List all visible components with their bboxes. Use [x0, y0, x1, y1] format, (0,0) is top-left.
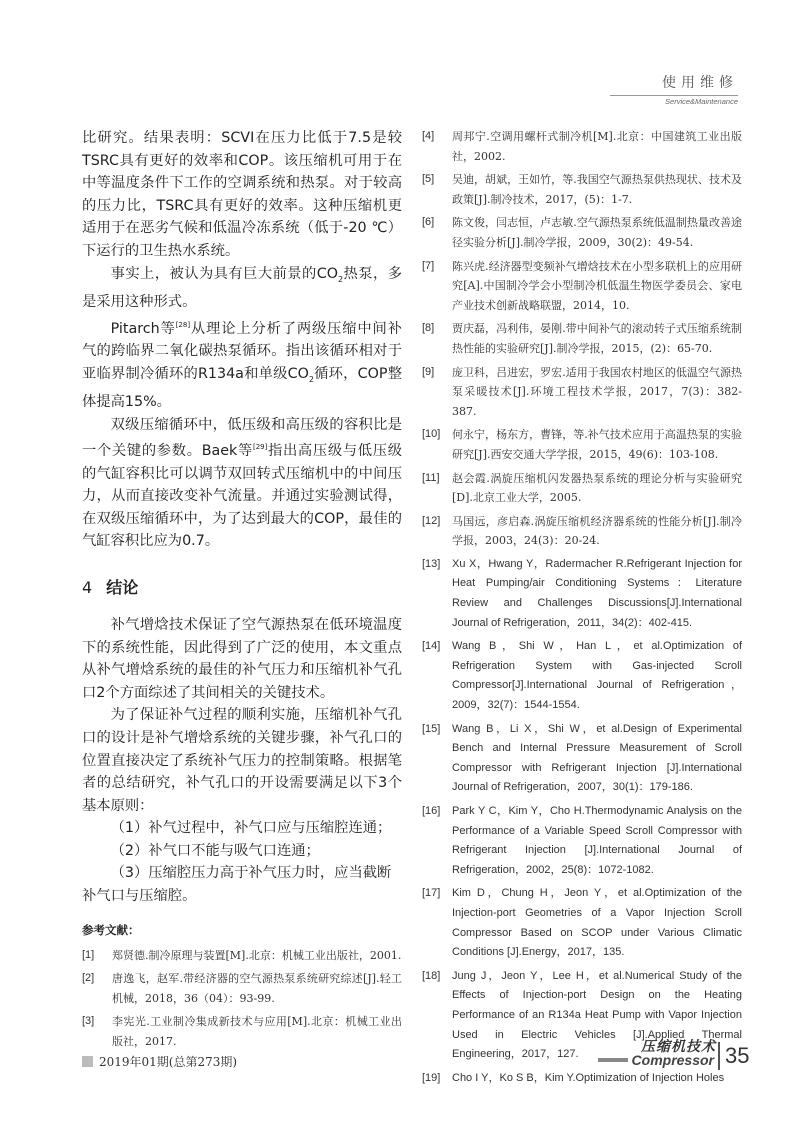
reference-index: [19]: [422, 1071, 441, 1084]
reference-index: [12]: [422, 514, 441, 527]
reference-index: [6]: [422, 216, 435, 229]
reference-item: [422, 170, 742, 209]
reference-text: 郑贤德.制冷原理与装置[M].北京：机械工业出版社，2001.: [112, 948, 402, 962]
principle-3: （3）压缩腔压力高于补气压力时，应当截断: [110, 865, 392, 882]
page-number: 35: [718, 1042, 749, 1070]
paragraph-6: 为了保证补气过程的顺利实施，压缩机补气孔口的设计是补气增焓系统的关键步骤，补气孔口的位置直接决定了系统补气压力的控制策略。根据笔者的总结研究，补气孔口的开设需要满足以下3个基本原则：: [82, 707, 402, 814]
reference-text: 陈文俊，闫志恒，卢志敏.空气源热泵系统低温制热量改善途径实验分析[J].制冷学报，2009，30(2)：49-54.: [452, 216, 742, 249]
reference-index: [13]: [422, 557, 441, 570]
reference-index: [2]: [82, 972, 95, 985]
reference-item: [422, 127, 742, 166]
paragraph-2: 事实上，被认为具有巨大前景的$CO_2$热泵，多是采用这种形式。: [82, 265, 402, 311]
issue-text: 2019年01期(总第273期): [99, 1055, 238, 1069]
reference-index: [15]: [422, 722, 441, 735]
square-marker-icon: [82, 1056, 93, 1067]
references-list-right: [422, 127, 742, 1088]
reference-text: 陈兴虎.经济器型变频补气增焓技术在小型多联机上的应用研究[A].中国制冷学会小型制冷机低温生物医学委员会、家电产业技术创新战略联盟，2014，10.: [452, 259, 742, 312]
reference-index: [10]: [422, 428, 441, 441]
references-list-left: [82, 946, 402, 1052]
logo-text-zh: 压缩机技术: [641, 1039, 716, 1055]
reference-item: [422, 512, 742, 551]
logo-bar-icon: [598, 1058, 628, 1062]
reference-item: [422, 884, 742, 962]
reference-item: [422, 802, 742, 880]
reference-index: [4]: [422, 130, 435, 142]
paragraph-3: Pitarch等[28]从理论上分析了两级压缩中间补气的跨临界二氧化碳热泵循环。指出该循环相对于亚临界制冷循环的R134a和单级$CO_2$循环，COP整体提高15%。: [82, 320, 403, 411]
paragraph-4: 双级压缩循环中，低压级和高压级的容积比是一个关键的参数。Baek等[29]指出高压级与低压级的气缸容积比可以调节双回转式压缩机中的中间压力，从而直接改变补气流量。并通过实验测试得，在双级压缩循环中，为了达到最大的COP，最佳的气缸容积比应为0.7。: [82, 416, 402, 550]
reference-item: [422, 213, 742, 252]
reference-text: Wang B，Li X，Shi W，et al.Design of Experimental Bench and Internal Pressure Measurement of Scroll Compressor with Refrigerant Injection [J].International Journal of Refrigeration，2007，30(1)：179-186.: [452, 722, 742, 794]
reference-item: [422, 637, 742, 715]
reference-text: Jung J，Jeon Y，Lee H，et al.Numerical Study of the Effects of Injection-port Design on the Heating Performance of an R134a Heat Pump with Vapor Injection Used in Electric Vehicles [J].Applied Thermal Engineering，2017，127.: [452, 969, 742, 1061]
paragraph-1: 比研究。结果表明：SCVI在压力比低于7.5是较TSRC具有更好的效率和COP。该压缩机可用于在中等温度条件下工作的空调系统和热泵。对于较高的压力比，TSRC具有更好的效率。这种压缩机更适用于在恶劣气候和低温冷冻系统（低于-20 ℃）下运行的卫生热水系统。: [82, 130, 402, 259]
reference-item: [422, 469, 742, 508]
section-heading: [82, 575, 402, 598]
reference-index: [8]: [422, 322, 435, 335]
reference-text: 何永宁，杨东方，曹锋，等.补气技术应用于高温热泵的实验研究[J].西安交通大学学报，2015，49(6)：103-108.: [452, 428, 742, 461]
section-title: 结论: [106, 577, 139, 597]
reference-text: Park Y C，Kim Y，Cho H.Thermodynamic Analysis on the Performance of a Variable Speed Scroll Compressor with Refrigerant Injection [J].International Journal of Refrigeration，2002，25(8)：1072-1082.: [452, 805, 742, 876]
reference-index: [5]: [422, 173, 435, 186]
reference-item: [422, 720, 742, 798]
running-header: [610, 72, 738, 104]
reference-index: [17]: [422, 887, 441, 900]
logo-text-en: Compressor: [631, 1052, 714, 1068]
reference-item: [82, 969, 402, 1008]
reference-index: [14]: [422, 640, 441, 653]
reference-text: 李宪光.工业制冷集成新技术与应用[M].北京：机械工业出版社，2017.: [112, 1015, 402, 1049]
reference-item: [82, 1012, 402, 1051]
issue-info: [82, 1053, 237, 1070]
reference-text: 唐逸飞，赵军.带经济器的空气源热泵系统研究综述[J].轻工机械，2018，36（04）：93-99.: [112, 972, 402, 1005]
paragraph-5: 补气增焓技术保证了空气源热泵在低环境温度下的系统性能，因此得到了广泛的使用，本文重点从补气增焓系统的最佳的补气压力和压缩机补气孔口2个方面综述了其间相关的关键技术。: [82, 616, 402, 701]
right-column: [422, 127, 742, 1092]
section-number: 4: [82, 577, 93, 597]
reference-text: Cho I Y，Ko S B，Kim Y.Optimization of Injection Holes: [452, 1071, 725, 1084]
reference-index: [18]: [422, 969, 441, 982]
reference-item: [422, 319, 742, 358]
principle-2: （2）补气口不能与吸气口连通；: [110, 842, 320, 859]
reference-text: 周邦宁.空调用螺杆式制冷机[M].北京：中国建筑工业出版社，2002.: [452, 130, 742, 163]
reference-index: [3]: [82, 1015, 95, 1028]
principle-1: （1）补气过程中，补气口应与压缩腔连通；: [110, 820, 392, 837]
reference-item: [422, 425, 742, 464]
reference-text: Kim D，Chung H，Jeon Y，et al.Optimization of the Injection-port Geometries of a Vapor Injection Scroll Compressor Based on SCOP under Various Climatic Conditions [J].Energy，2017，135.: [452, 887, 742, 959]
reference-index: [11]: [422, 471, 440, 484]
journal-logo: [598, 1036, 716, 1074]
reference-text: 庞卫科，吕进宏，罗宏.适用于我国农村地区的低温空气源热泵采暖技术[J].环境工程技术学报，2017，7(3)：382-387.: [452, 365, 742, 418]
reference-index: [1]: [82, 948, 95, 961]
reference-index: [16]: [422, 805, 441, 817]
reference-text: 马国远，彦启森.涡旋压缩机经济器系统的性能分析[J].制冷学报，2003，24(3)：20-24.: [452, 514, 742, 548]
reference-item: [422, 363, 742, 422]
reference-text: 赵会霞.涡旋压缩机闪发器热泵系统的理论分析与实验研究[D].北京工业大学，2005.: [452, 471, 742, 505]
principle-3-continued: 补气口与压缩腔。: [82, 888, 197, 905]
header-title-zh: 使用维修: [662, 75, 738, 91]
reference-text: Wang B，Shi W，Han L，et al.Optimization of Refrigeration System with Gas-injected Scroll Compressor[J].International Journal of Refrigeration，2009，32(7)：1544-1554.: [452, 640, 742, 712]
reference-item: [82, 946, 402, 966]
reference-item: [422, 257, 742, 316]
reference-index: [9]: [422, 365, 435, 378]
header-title-en: Service&Maintenance: [610, 95, 738, 106]
left-column: [82, 127, 402, 1056]
reference-text: 贾庆磊，冯利伟，晏刚.带中间补气的滚动转子式压缩系统制热性能的实验研究[J].制冷学报，2015，(2)：65-70.: [452, 322, 742, 355]
reference-item: [422, 555, 742, 633]
reference-text: 吴迪，胡斌，王如竹，等.我国空气源热泵供热现状、技术及政策[J].制冷技术，2017，(5)：1-7.: [452, 173, 742, 206]
reference-index: [7]: [422, 259, 435, 272]
reference-text: Xu X，Hwang Y，Radermacher R.Refrigerant Injection for Heat Pumping/air Conditioning Systems：Literature Review and Challenges Discussions[J].International Journal of Refrigeration，2011，34(2)：402-415.: [452, 557, 742, 629]
references-heading: 参考文献：: [82, 922, 140, 937]
